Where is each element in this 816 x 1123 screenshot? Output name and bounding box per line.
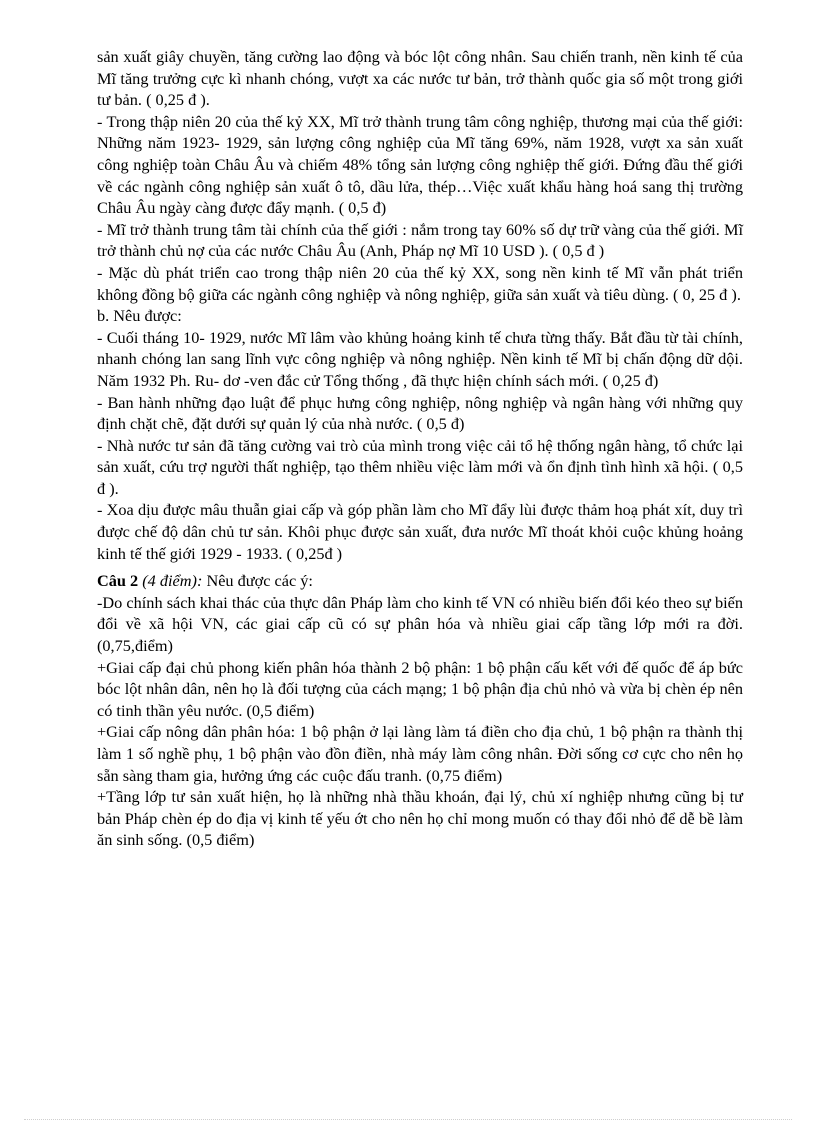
question-2-heading (97, 570, 743, 592)
paragraph-uneven-development: - Mặc dù phát triển cao trong thập niên 20 của thế kỷ XX, song nền kinh tế Mĩ vẫn phát triển không đồng bộ giữa các ngành công nghiệp và nông nghiệp, giữa sản xuất và tiêu dùng. ( 0, 25 đ ). (97, 262, 743, 304)
section-b-heading: b. Nêu được: (97, 306, 182, 326)
paragraph-results: - Xoa dịu được mâu thuẫn giai cấp và góp phần làm cho Mĩ đẩy lùi được thảm hoạ phát xít, duy trì được chế độ dân chủ tư sản. Khôi phục được sản xuất, đưa nước Mĩ thoát khỏi cuộc khủng hoảng kinh tế thế giới 1929 - 1933. ( 0,25đ ) (97, 500, 743, 563)
paragraph-landlord-class: +Giai cấp đại chủ phong kiến phân hóa thành 2 bộ phận: 1 bộ phận cấu kết với đế quốc để áp bức bóc lột nhân dân, nên họ là đối tượng của cách mạng; 1 bộ phận địa chủ nhỏ và vừa bị chèn ép nên có tinh thần yêu nước. (0,5 điểm) (97, 657, 743, 720)
paragraph-postwar-growth: sản xuất giây chuyền, tăng cường lao động và bóc lột công nhân. Sau chiến tranh, nền kinh tế của Mĩ tăng trưởng cực kì nhanh chóng, vượt xa các nước tư bản, trở thành quốc gia số một trong giới tư bản. ( 0,25 đ ). (97, 47, 743, 110)
paragraph-industrial-center: - Trong thập niên 20 của thế kỷ XX, Mĩ trở thành trung tâm công nghiệp, thương mại của thế giới: Những năm 1923- 1929, sản lượng công nghiệp của Mĩ tăng 69%, năm 1928, vượt xa sản xuất công nghiệp toàn Châu Âu và chiếm 48% tổng sản lượng công nghiệp thế giới. Đứng đầu thế giới về các ngành công nghiệp sản xuất ô tô, dầu lửa, thép…Việc xuất khẩu hàng hoá sang thị trường Châu Âu ngày càng được đẩy mạnh. ( 0,5 đ) (97, 111, 743, 218)
paragraph-crisis-1929: - Cuối tháng 10- 1929, nước Mĩ lâm vào khủng hoảng kinh tế chưa từng thấy. Bắt đầu từ tài chính, nhanh chóng lan sang lĩnh vực công nghiệp và nông nghiệp. Nền kinh tế Mĩ bị chấn động dữ dội. Năm 1932 Ph. Ru- dơ -ven đắc cử Tổng thống , đã thực hiện chính sách mới. ( 0,25 đ) (97, 327, 743, 390)
paragraph-colonial-exploitation: -Do chính sách khai thác của thực dân Pháp làm cho kinh tế VN có nhiều biến đổi kéo theo sự biến đổi về xã hội VN, các giai cấp cũ có sự phân hóa và nhiều giai cấp tầng lớp mới ra đời. (0,75,điểm) (97, 592, 743, 656)
paragraph-bourgeoisie: +Tầng lớp tư sản xuất hiện, họ là những nhà thầu khoán, đại lý, chủ xí nghiệp nhưng cũng bị tư bản Pháp chèn ép do địa vị kinh tế yếu ớt cho nên họ chỉ mong muốn có thay đổi nhỏ để dễ bề làm ăn sinh sống. (0,5 điểm) (97, 787, 743, 850)
paragraph-financial-center: - Mĩ trở thành trung tâm tài chính của thế giới : nắm trong tay 60% số dự trữ vàng của thế giới. Mĩ trở thành chủ nợ của các nước Châu Âu (Anh, Pháp nợ Mĩ 10 USD ). ( 0,5 đ ) (97, 219, 743, 261)
paragraph-new-laws: - Ban hành những đạo luật để phục hưng công nghiệp, nông nghiệp và ngân hàng với những quy định chặt chẽ, đặt dưới sự quản lý của nhà nước. ( 0,5 đ) (97, 392, 743, 434)
question-2-intro: Nêu được các ý: (202, 571, 313, 591)
page-bottom-divider (24, 1119, 792, 1120)
question-2-title: Câu 2 (97, 571, 139, 591)
question-2-points: (4 điểm): (142, 571, 203, 591)
paragraph-peasant-class: +Giai cấp nông dân phân hóa: 1 bộ phận ở lại làng làm tá điền cho địa chủ, 1 bộ phận ra thành thị làm 1 số nghề phụ, 1 bộ phận vào đồn điền, nhà máy làm công nhân. Đời sống cơ cực cho nên họ sẵn sàng tham gia, hưởng ứng các cuộc đấu tranh. (0,75 điểm) (97, 722, 743, 785)
document-page (97, 46, 743, 851)
paragraph-state-role: - Nhà nước tư sản đã tăng cường vai trò của mình trong việc cải tổ hệ thống ngân hàng, tổ chức lại sản xuất, cứu trợ người thất nghiệp, tạo thêm nhiều việc làm mới và ổn định tình hình xã hội. ( 0,5 đ ). (97, 435, 743, 498)
